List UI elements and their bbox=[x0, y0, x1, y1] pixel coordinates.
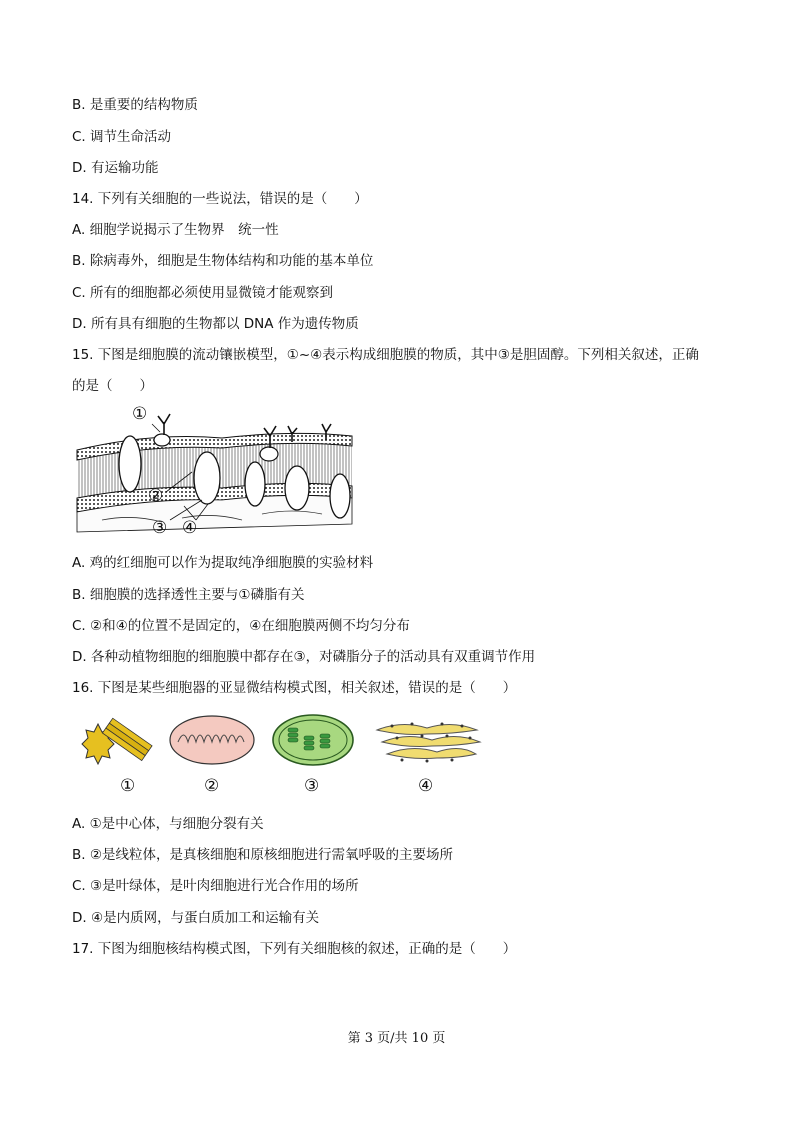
q16-option-c: C. ③是叶绿体，是叶肉细胞进行光合作用的场所 bbox=[72, 878, 359, 894]
question-15: 15. 下图是细胞膜的流动镶嵌模型，①~④表示构成细胞膜的物质，其中③是胆固醇。下列相关叙述，正确 bbox=[72, 347, 699, 363]
membrane-label-1: ① bbox=[132, 404, 148, 424]
q16-option-b: B. ②是线粒体，是真核细胞和原核细胞进行需氧呼吸的主要场所 bbox=[72, 847, 453, 863]
centriole-shape bbox=[82, 718, 152, 764]
organelle-label-1: ① bbox=[120, 776, 136, 796]
question-17: 17. 下图为细胞核结构模式图，下列有关细胞核的叙述，正确的是（ ） bbox=[72, 941, 517, 957]
organelle-label-4: ④ bbox=[418, 776, 434, 796]
membrane-label-4: ④ bbox=[182, 518, 198, 538]
question-14: 14. 下列有关细胞的一些说法，错误的是（ ） bbox=[72, 191, 368, 207]
q16-option-d: D. ④是内质网，与蛋白质加工和运输有关 bbox=[72, 910, 320, 926]
organelle-label-3: ③ bbox=[304, 776, 320, 796]
organelles-figure bbox=[72, 708, 492, 800]
q14-option-a: A. 细胞学说揭示了生物界 统一性 bbox=[72, 222, 279, 238]
membrane-figure bbox=[72, 402, 357, 542]
membrane-label-2: ② bbox=[148, 486, 164, 506]
q15-option-c: C. ②和④的位置不是固定的，④在细胞膜两侧不均匀分布 bbox=[72, 618, 410, 634]
q14-option-c: C. 所有的细胞都必须使用显微镜才能观察到 bbox=[72, 285, 334, 301]
q15-option-a: A. 鸡的红细胞可以作为提取纯净细胞膜的实验材料 bbox=[72, 555, 374, 571]
q15-option-b: B. 细胞膜的选择透性主要与①磷脂有关 bbox=[72, 587, 305, 603]
question-15-cont: 的是（ ） bbox=[72, 378, 153, 394]
q14-option-d: D. 所有具有细胞的生物都以 DNA 作为遗传物质 bbox=[72, 316, 359, 332]
q14-option-b: B. 除病毒外，细胞是生物体结构和功能的基本单位 bbox=[72, 253, 374, 269]
question-16: 16. 下图是某些细胞器的亚显微结构模式图，相关叙述，错误的是（ ） bbox=[72, 680, 517, 696]
page-footer: 第 3 页/共 10 页 bbox=[347, 1031, 446, 1046]
membrane-label-3: ③ bbox=[152, 518, 168, 538]
organelle-label-2: ② bbox=[204, 776, 220, 796]
option-c-line: C. 调节生命活动 bbox=[72, 129, 172, 145]
fluid-mosaic-model-illustration bbox=[72, 402, 357, 542]
option-d-line: D. 有运输功能 bbox=[72, 160, 159, 176]
q15-option-d: D. 各种动植物细胞的细胞膜中都存在③，对磷脂分子的活动具有双重调节作用 bbox=[72, 649, 536, 665]
option-b-line: B. 是重要的结构物质 bbox=[72, 97, 198, 113]
q16-option-a: A. ①是中心体，与细胞分裂有关 bbox=[72, 816, 264, 832]
